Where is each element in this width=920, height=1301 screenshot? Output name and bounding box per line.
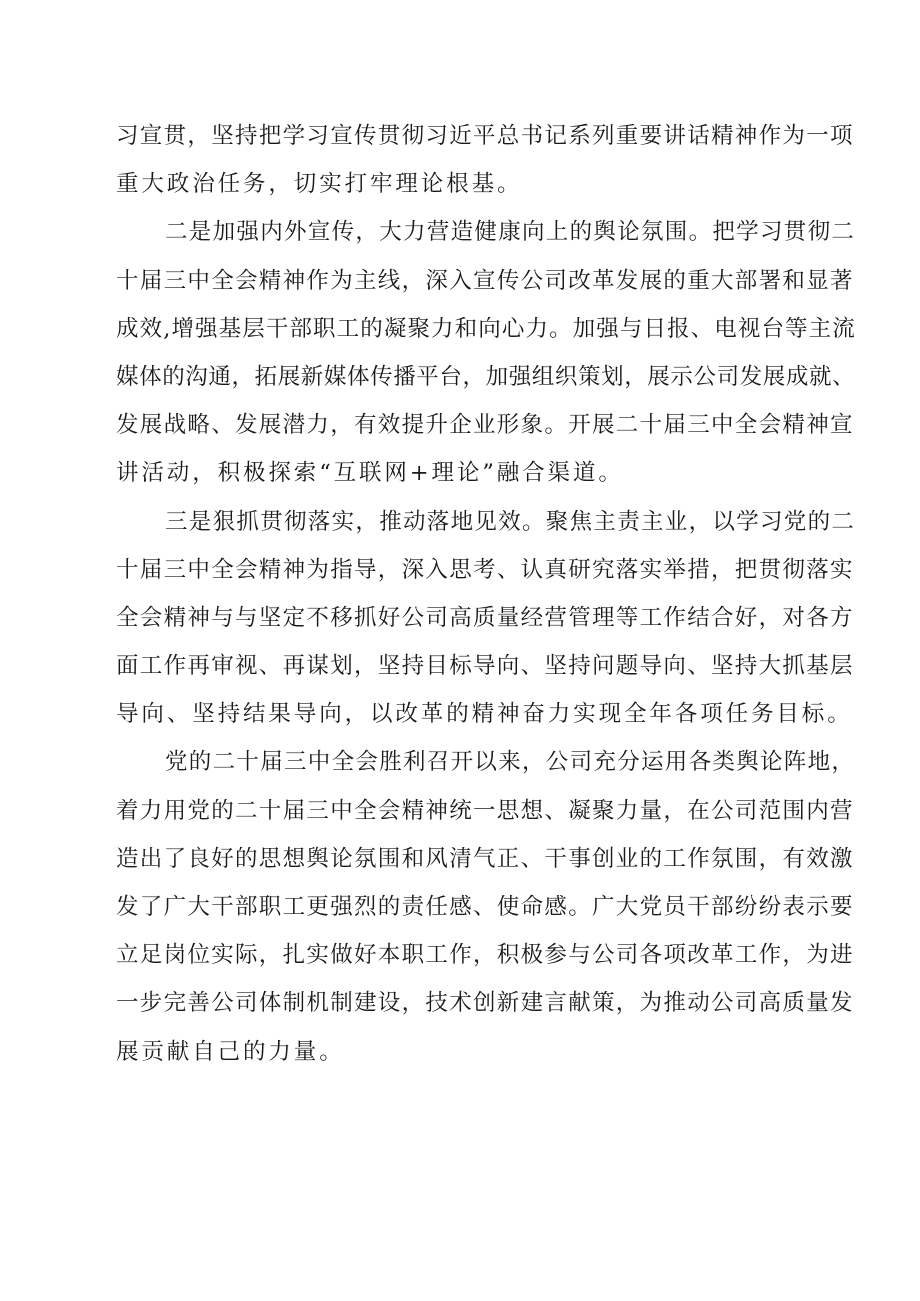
- text-line: 重大政治任务，切实打牢理论根基。: [116, 171, 523, 198]
- text-line: 成效,增强基层干部职工的凝聚力和向心力。加强与日报、电视台等主流: [116, 315, 856, 342]
- text-line: 发了广大干部职工更强烈的责任感、使命感。广大党员干部纷纷表示要: [116, 894, 854, 920]
- text-line: 面工作再审视、再谋划，坚持目标导向、坚持问题导向、坚持大抓基层: [116, 653, 854, 680]
- text-line: 媒体的沟通，拓展新媒体传播平台，加强组织策划，展示公司发展成就、: [116, 363, 856, 390]
- paragraph-summary: [116, 738, 856, 1075]
- text-line: 展贡献自己的力量。: [116, 1038, 345, 1065]
- text-line: 十届三中全会精神作为主线，深入宣传公司改革发展的重大部署和显著: [116, 267, 854, 294]
- text-line: 习宣贯，坚持把学习宣传贯彻习近平总书记系列重要讲话精神作为一项: [116, 123, 854, 149]
- document-body: [116, 112, 856, 1076]
- text-line: 二是加强内外宣传，大力营造健康向上的舆论氛围。把学习贯彻二: [165, 219, 856, 246]
- text-line: 三是狠抓贯彻落实，推动落地见效。聚焦主责主业，以学习党的二: [165, 508, 856, 535]
- paragraph-continuation: [116, 112, 856, 208]
- text-line: 全会精神与与坚定不移抓好公司高质量经营管理等工作结合好，对各方: [116, 604, 854, 631]
- paragraph-implementation: [116, 498, 856, 739]
- text-line: 造出了良好的思想舆论氛围和风清气正、干事创业的工作氛围，有效激: [116, 845, 854, 872]
- text-line: 十届三中全会精神为指导，深入思考、认真研究落实举措，把贯彻落实: [116, 556, 854, 583]
- text-line: 党的二十届三中全会胜利召开以来，公司充分运用各类舆论阵地，: [165, 749, 856, 776]
- text-line: 发展战略、发展潜力，有效提升企业形象。开展二十届三中全会精神宣: [116, 412, 854, 439]
- text-line: 一步完善公司体制机制建设，技术创新建言献策，为推动公司高质量发: [116, 990, 854, 1017]
- text-line: 立足岗位实际，扎实做好本职工作，积极参与公司各项改革工作，为进: [116, 942, 854, 969]
- text-line: 着力用党的二十届三中全会精神统一思想、凝聚力量，在公司范围内营: [116, 797, 854, 824]
- paragraph-publicity: [116, 208, 856, 497]
- text-line: 导向、坚持结果导向，以改革的精神奋力实现全年各项任务目标。: [116, 701, 853, 728]
- text-line: 讲活动，积极探索“互联网+理论”融合渠道。: [116, 460, 624, 487]
